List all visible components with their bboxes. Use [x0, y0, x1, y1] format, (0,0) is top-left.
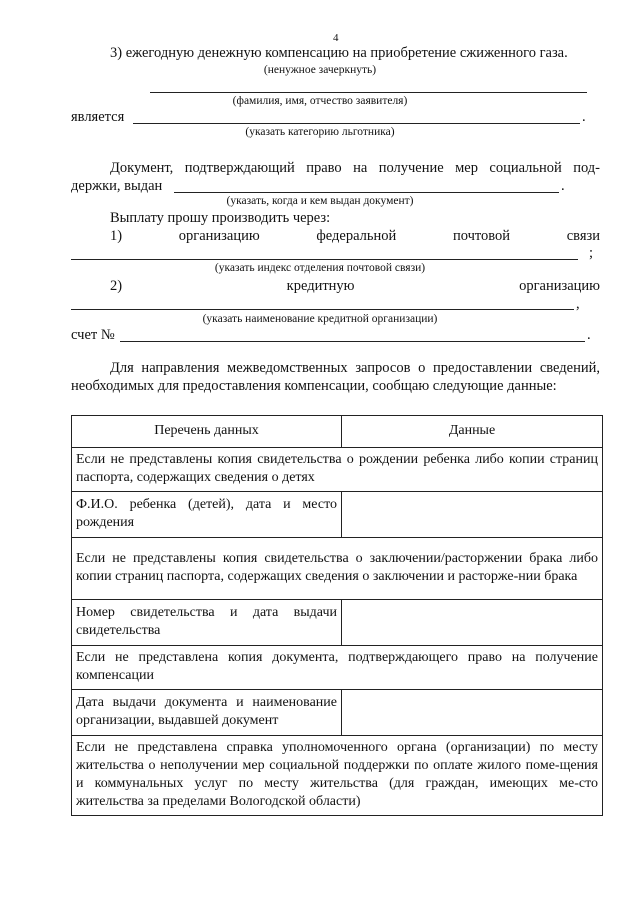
- row-child-name: Ф.И.О. ребенка (детей), дата и место рождения: [72, 492, 342, 538]
- hint-bank: (указать наименование кредитной организации): [202, 313, 438, 325]
- column-header-data: Данные: [342, 416, 603, 448]
- hint-post: (указать индекс отделения почтовой связи): [214, 262, 426, 274]
- child-name-value[interactable]: [342, 492, 603, 538]
- row-entitlement-document: Если не представлена копия документа, подтверждающего право на получение компенсации: [72, 646, 603, 690]
- row-marriage-certificate: Если не представлены копия свидетельства о заключении/расторжении брака либо копии страниц паспорта, содержащих сведения о заключении и расторже-нии брака: [72, 538, 603, 600]
- category-line: [133, 123, 580, 124]
- document-issued-line: [174, 192, 559, 193]
- row-certificate-number: Номер свидетельства и дата выдачи свидетельства: [72, 600, 342, 646]
- account-label: счет №: [71, 327, 115, 343]
- document-line-2: держки, выдан: [71, 178, 163, 194]
- row-birth-certificate: Если не представлены копия свидетельства о рождении ребенка либо копии страниц паспорта, содержащих сведения о детях: [72, 448, 603, 492]
- option-1-row: 1) организацию федеральной почтовой связи: [110, 228, 600, 244]
- table-row: [72, 492, 603, 538]
- bank-name-line: [71, 309, 574, 310]
- table-row: [72, 646, 603, 690]
- data-table: [71, 415, 603, 816]
- hint-strike-out: (ненужное зачеркнуть): [263, 64, 377, 76]
- page-number: 4: [333, 32, 339, 44]
- option-2-row: 2) кредитную организацию: [110, 278, 600, 294]
- option-2-number: 2): [110, 278, 123, 294]
- account-line: [120, 341, 585, 342]
- table-row: [72, 600, 603, 646]
- document-issue-value[interactable]: [342, 690, 603, 736]
- table-row: [72, 736, 603, 816]
- row-document-issue: Дата выдачи документа и наименование организации, выдавшей документ: [72, 690, 342, 736]
- item-3-text: 3) ежегодную денежную компенсацию на приобретение сжиженного газа.: [110, 45, 568, 61]
- interagency-line-1: Для направления межведомственных запросов о предоставлении сведений,: [110, 360, 600, 376]
- table-row: [72, 448, 603, 492]
- hint-document: (указать, когда и кем выдан документ): [226, 195, 414, 207]
- hint-category: (указать категорию льготника): [245, 126, 395, 138]
- certificate-number-value[interactable]: [342, 600, 603, 646]
- document-line-1: Документ, подтверждающий право на получение мер социальной под-: [110, 160, 600, 176]
- post-index-line: [71, 259, 578, 260]
- fio-line: [150, 92, 587, 93]
- payment-label: Выплату прошу производить через:: [110, 210, 331, 226]
- table-row: [72, 690, 603, 736]
- row-authority-certificate: Если не представлена справка уполномоченного органа (организации) по месту жительства о неполучении мер социальной поддержки по оплате жилого поме-щения и коммунальных услуг по месту жительства (для граждан, имеющих ме-сто жительства за пределами Вологодской области): [72, 736, 603, 816]
- table-header: [72, 416, 603, 448]
- is-label: является: [71, 109, 125, 125]
- table-row: [72, 538, 603, 600]
- option-1-number: 1): [110, 228, 123, 244]
- hint-fio: (фамилия, имя, отчество заявителя): [232, 95, 408, 107]
- column-header-list: Перечень данных: [72, 416, 342, 448]
- interagency-line-2: необходимых для предоставления компенсации, сообщаю следующие данные:: [71, 378, 557, 394]
